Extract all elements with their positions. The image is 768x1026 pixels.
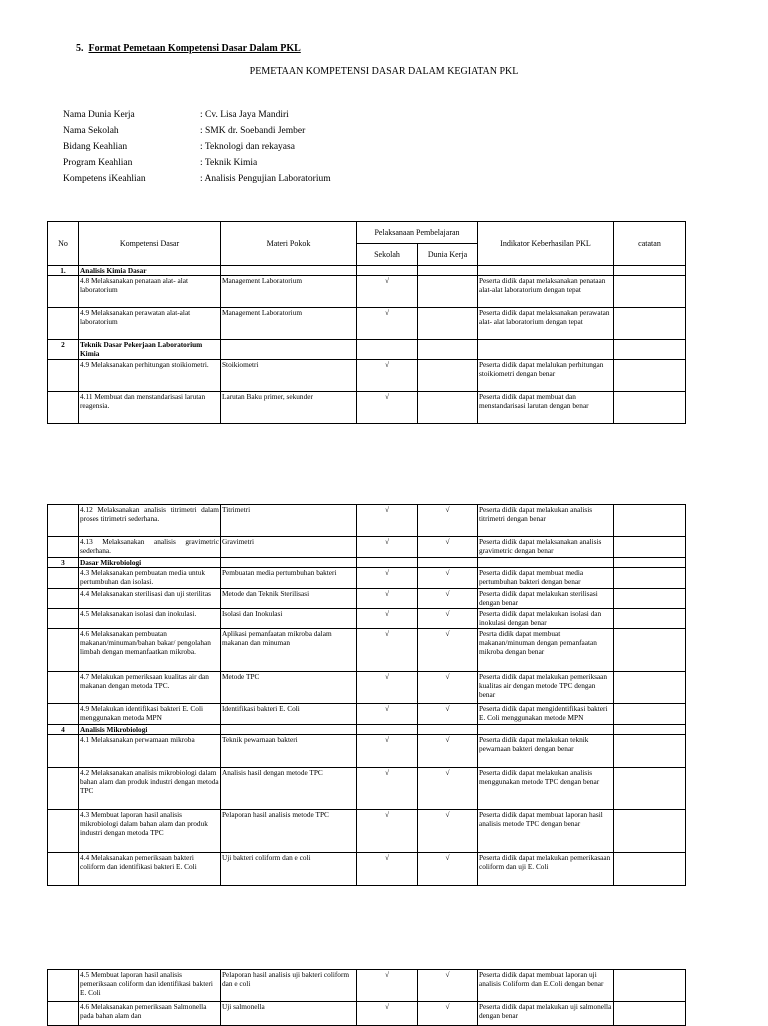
cell-catatan: [614, 340, 686, 360]
cell-dunia-kerja: √: [418, 768, 478, 810]
cell-indikator: Peserta didik dapat membuat dan menstandarisasi larutan dengan benar: [478, 392, 614, 424]
cell-kompetensi-dasar: 4.9 Melakukan identifikasi bakteri E. Coli menggunakan metoda MPN: [79, 704, 221, 725]
cell-dunia-kerja: √: [418, 568, 478, 589]
cell-indikator: Peserta didik dapat melakukan teknik pewarnaan bakteri dengan benar: [478, 735, 614, 768]
cell-kompetensi-dasar: 4.6 Melaksanakan pembuatan makanan/minuman/bahan bakar/ pengolahan limbah dengan memanfaatkan mikroba.: [79, 629, 221, 672]
cell-materi-pokok: Identifikasi bakteri E. Coli: [221, 704, 357, 725]
cell-no: [48, 308, 79, 340]
table-row: [48, 276, 686, 308]
cell-no: [48, 276, 79, 308]
header-kompetensi-dasar: Kompetensi Dasar: [79, 222, 221, 266]
cell-sekolah: √: [357, 970, 418, 1002]
header-sekolah: Sekolah: [357, 244, 418, 266]
info-label: Program Keahlian: [63, 158, 133, 168]
cell-catatan: [614, 704, 686, 725]
cell-dunia-kerja: √: [418, 970, 478, 1002]
cell-kompetensi-dasar: 4.3 Melaksanakan pembuatan media untuk pertumbuhan dan isolasi.: [79, 568, 221, 589]
cell-materi-pokok: Pelaporan hasil analisis uji bakteri coliform dan e coli: [221, 970, 357, 1002]
table-row: [48, 970, 686, 1002]
cell-materi-pokok: Gravimetri: [221, 537, 357, 558]
cell-indikator: Peserta didik dapat melakukan analisis titrimetri dengan benar: [478, 505, 614, 537]
cell-dunia-kerja: √: [418, 1002, 478, 1026]
competency-table-page1: [47, 221, 686, 424]
cell-sekolah: √: [357, 810, 418, 853]
cell-no: [48, 360, 79, 392]
info-label: Kompetens iKeahlian: [63, 174, 146, 184]
cell-catatan: [614, 768, 686, 810]
table-row: [48, 704, 686, 725]
cell-kompetensi-dasar: 4.8 Melaksanakan penataan alat- alat laboratorium: [79, 276, 221, 308]
section-title-cell: Dasar Mikrobiologi: [79, 558, 221, 568]
section-title-cell: Analisis Kimia Dasar: [79, 266, 221, 276]
cell-sekolah: [357, 725, 418, 735]
cell-catatan: [614, 735, 686, 768]
cell-indikator: Peserta didik dapat melaksanakan analisis gravimetric dengan benar: [478, 537, 614, 558]
cell-materi-pokok: Management Laboratorium: [221, 308, 357, 340]
table-row: [48, 360, 686, 392]
competency-table-page3: [47, 969, 686, 1026]
cell-indikator: [478, 266, 614, 276]
cell-sekolah: √: [357, 704, 418, 725]
cell-catatan: [614, 360, 686, 392]
cell-indikator: Peserta didik dapat membuat media pertumbuhan bakteri dengan benar: [478, 568, 614, 589]
cell-catatan: [614, 308, 686, 340]
info-value: : Teknologi dan rekayasa: [200, 142, 295, 152]
cell-indikator: Peserta didik dapat melakukan sterilisasi dengan benar: [478, 589, 614, 609]
cell-no: [48, 505, 79, 537]
cell-dunia-kerja: [418, 308, 478, 340]
cell-sekolah: √: [357, 568, 418, 589]
cell-catatan: [614, 392, 686, 424]
competency-table-page2: [47, 504, 686, 886]
cell-indikator: Peserta didik dapat melaksanakan penataan alat-alat laboratorium dengan tepat: [478, 276, 614, 308]
cell-no: [48, 970, 79, 1002]
cell-materi-pokok: Teknik pewarnaan bakteri: [221, 735, 357, 768]
cell-indikator: Peserta didik dapat melakukan pemerikasaan coliform dan uji E. Coli: [478, 853, 614, 886]
cell-materi-pokok: Titrimetri: [221, 505, 357, 537]
cell-sekolah: √: [357, 505, 418, 537]
cell-sekolah: [357, 558, 418, 568]
cell-sekolah: √: [357, 735, 418, 768]
info-label: Nama Sekolah: [63, 126, 119, 136]
cell-dunia-kerja: √: [418, 589, 478, 609]
cell-dunia-kerja: √: [418, 672, 478, 704]
info-value: : Cv. Lisa Jaya Mandiri: [200, 110, 289, 120]
cell-kompetensi-dasar: 4.2 Melaksanakan analisis mikrobiologi dalam bahan alam dan produk industri dengan metoda TPC: [79, 768, 221, 810]
table-row: [48, 629, 686, 672]
cell-sekolah: √: [357, 768, 418, 810]
section-title: [76, 43, 301, 54]
header-catatan: catatan: [614, 222, 686, 266]
cell-kompetensi-dasar: 4.12 Melaksanakan analisis titrimetri dalam proses titrimetri sederhana.: [79, 505, 221, 537]
section-row: [48, 725, 686, 735]
cell-kompetensi-dasar: 4.5 Melaksanakan isolasi dan inokulasi.: [79, 609, 221, 629]
cell-catatan: [614, 725, 686, 735]
table-row: [48, 853, 686, 886]
table-row: [48, 609, 686, 629]
cell-dunia-kerja: [418, 360, 478, 392]
cell-sekolah: √: [357, 392, 418, 424]
cell-dunia-kerja: [418, 558, 478, 568]
cell-indikator: Peserta didik dapat mengidentifikasi bakteri E. Coli menggunakan metode MPN: [478, 704, 614, 725]
cell-catatan: [614, 505, 686, 537]
cell-no: [48, 392, 79, 424]
header-no: No: [48, 222, 79, 266]
cell-indikator: [478, 558, 614, 568]
cell-catatan: [614, 609, 686, 629]
section-title-cell: Teknik Dasar Pekerjaan Laboratorium Kimia: [79, 340, 221, 360]
cell-dunia-kerja: [418, 725, 478, 735]
cell-no: 3: [48, 558, 79, 568]
cell-kompetensi-dasar: 4.3 Membuat laporan hasil analisis mikrobiologi dalam bahan alam dan produk industri dengan metoda TPC: [79, 810, 221, 853]
cell-catatan: [614, 589, 686, 609]
cell-materi-pokok: Larutan Baku primer, sekunder: [221, 392, 357, 424]
section-number: 5.: [76, 43, 84, 54]
info-value: : Analisis Pengujian Laboratorium: [200, 174, 331, 184]
cell-dunia-kerja: √: [418, 853, 478, 886]
cell-materi-pokok: [221, 340, 357, 360]
cell-sekolah: √: [357, 360, 418, 392]
cell-sekolah: √: [357, 308, 418, 340]
cell-sekolah: √: [357, 629, 418, 672]
cell-dunia-kerja: √: [418, 537, 478, 558]
cell-kompetensi-dasar: 4.1 Melaksanakan perwamaan mikroba: [79, 735, 221, 768]
cell-materi-pokok: Isolasi dan Inokulasi: [221, 609, 357, 629]
cell-catatan: [614, 810, 686, 853]
cell-no: [48, 768, 79, 810]
cell-kompetensi-dasar: 4.11 Membuat dan menstandarisasi larutan reagensia.: [79, 392, 221, 424]
cell-no: [48, 810, 79, 853]
cell-no: 1.: [48, 266, 79, 276]
cell-indikator: Peserta didik dapat melalukan perhitungan stoikiometri dengan benar: [478, 360, 614, 392]
info-label: Nama Dunia Kerja: [63, 110, 135, 120]
table-row: [48, 505, 686, 537]
cell-kompetensi-dasar: 4.9 Melaksanakan perhitungan stoikiometri.: [79, 360, 221, 392]
cell-no: [48, 853, 79, 886]
cell-kompetensi-dasar: 4.7 Melakukan pemeriksaan kualitas air dan makanan dengan metoda TPC.: [79, 672, 221, 704]
cell-sekolah: √: [357, 537, 418, 558]
cell-materi-pokok: Analisis hasil dengan metode TPC: [221, 768, 357, 810]
table-row: [48, 568, 686, 589]
cell-no: [48, 629, 79, 672]
table-row: [48, 308, 686, 340]
cell-indikator: [478, 340, 614, 360]
cell-catatan: [614, 853, 686, 886]
section-row: [48, 266, 686, 276]
cell-indikator: Pesrta didik dapat membuat makanan/minuman dengan pemanfaatan mikroba dengan benar: [478, 629, 614, 672]
table-row: [48, 672, 686, 704]
cell-no: [48, 672, 79, 704]
cell-dunia-kerja: √: [418, 735, 478, 768]
cell-indikator: Peserta didik dapat membuat laporan uji analisis Coliform dan E.Coli dengan benar: [478, 970, 614, 1002]
cell-sekolah: [357, 266, 418, 276]
cell-materi-pokok: Uji bakteri coliform dan e coli: [221, 853, 357, 886]
cell-indikator: Peserta didik dapat melaksanakan perawatan alat- alat laboratorium dengan tepat: [478, 308, 614, 340]
cell-indikator: Peserta didik dapat melakukan analisis menggunakan metode TPC dengan benar: [478, 768, 614, 810]
main-title: PEMETAAN KOMPETENSI DASAR DALAM KEGIATAN PKL: [249, 66, 519, 77]
cell-materi-pokok: [221, 266, 357, 276]
section-title-cell: Analisis Mikrobiologi: [79, 725, 221, 735]
header-dunia-kerja: Dunia Kerja: [418, 244, 478, 266]
cell-no: 2: [48, 340, 79, 360]
cell-materi-pokok: Metode TPC: [221, 672, 357, 704]
cell-sekolah: √: [357, 609, 418, 629]
cell-dunia-kerja: [418, 392, 478, 424]
cell-sekolah: √: [357, 1002, 418, 1026]
cell-dunia-kerja: √: [418, 704, 478, 725]
cell-dunia-kerja: [418, 276, 478, 308]
cell-dunia-kerja: √: [418, 810, 478, 853]
cell-indikator: Peserta didik dapat membuat laporan hasil analisis metode TPC dengan benar: [478, 810, 614, 853]
table-row: [48, 810, 686, 853]
cell-dunia-kerja: √: [418, 609, 478, 629]
cell-no: 4: [48, 725, 79, 735]
cell-materi-pokok: Management Laboratorium: [221, 276, 357, 308]
cell-kompetensi-dasar: 4.4 Melaksanakan pemeriksaan bakteri coliform dan identifikasi bakteri E. Coli: [79, 853, 221, 886]
table-row: [48, 392, 686, 424]
cell-kompetensi-dasar: 4.13 Melaksanakan analisis gravimetric sederhana.: [79, 537, 221, 558]
header-pelaksanaan: Pelaksanaan Pembelajaran: [357, 222, 478, 244]
section-row: [48, 558, 686, 568]
cell-kompetensi-dasar: 4.5 Membuat laporan hasil analisis pemeriksaan coliform dan identifikasi bakteri E. Coli: [79, 970, 221, 1002]
cell-materi-pokok: Stoikiometri: [221, 360, 357, 392]
cell-no: [48, 1002, 79, 1026]
cell-materi-pokok: Pelaporan hasil analisis metode TPC: [221, 810, 357, 853]
cell-catatan: [614, 672, 686, 704]
section-title-text: Format Pemetaan Kompetensi Dasar Dalam PKL: [88, 43, 301, 54]
cell-catatan: [614, 970, 686, 1002]
header-materi-pokok: Materi Pokok: [221, 222, 357, 266]
cell-dunia-kerja: √: [418, 505, 478, 537]
cell-no: [48, 568, 79, 589]
cell-materi-pokok: [221, 725, 357, 735]
cell-catatan: [614, 568, 686, 589]
cell-dunia-kerja: √: [418, 629, 478, 672]
cell-catatan: [614, 276, 686, 308]
cell-sekolah: [357, 340, 418, 360]
cell-sekolah: √: [357, 589, 418, 609]
cell-catatan: [614, 1002, 686, 1026]
cell-no: [48, 735, 79, 768]
cell-materi-pokok: [221, 558, 357, 568]
cell-kompetensi-dasar: 4.9 Melaksanakan perawatan alat-alat laboratorium: [79, 308, 221, 340]
cell-sekolah: √: [357, 853, 418, 886]
cell-materi-pokok: Aplikasi pemanfaatan mikroba dalam makanan dan minuman: [221, 629, 357, 672]
cell-materi-pokok: Pembuatan media pertumbuhan bakteri: [221, 568, 357, 589]
cell-kompetensi-dasar: 4.6 Melaksanakan pemeriksaan Salmonella pada bahan alam dan: [79, 1002, 221, 1026]
table-row: [48, 537, 686, 558]
cell-dunia-kerja: [418, 266, 478, 276]
section-row: [48, 340, 686, 360]
cell-catatan: [614, 266, 686, 276]
cell-sekolah: √: [357, 276, 418, 308]
cell-no: [48, 704, 79, 725]
cell-catatan: [614, 537, 686, 558]
info-label: Bidang Keahlian: [63, 142, 128, 152]
cell-no: [48, 589, 79, 609]
cell-catatan: [614, 558, 686, 568]
cell-indikator: Peserta didik dapat melakukan pemeriksaan kualitas air dengan metode TPC dengan benar: [478, 672, 614, 704]
table-row: [48, 735, 686, 768]
cell-materi-pokok: Uji salmonella: [221, 1002, 357, 1026]
cell-kompetensi-dasar: 4.4 Melaksanakan sterilisasi dan uji sterilitas: [79, 589, 221, 609]
info-value: : Teknik Kimia: [200, 158, 258, 168]
cell-no: [48, 537, 79, 558]
cell-sekolah: √: [357, 672, 418, 704]
table-row: [48, 1002, 686, 1026]
cell-indikator: Peserta didik dapat melakukan isolasi dan inokulasi dengan benar: [478, 609, 614, 629]
cell-no: [48, 609, 79, 629]
cell-indikator: [478, 725, 614, 735]
cell-catatan: [614, 629, 686, 672]
cell-indikator: Peserta didik dapat melakukan uji salmonella dengan benar: [478, 1002, 614, 1026]
cell-materi-pokok: Metode dan Teknik Sterilisasi: [221, 589, 357, 609]
table-row: [48, 768, 686, 810]
info-value: : SMK dr. Soebandi Jember: [200, 126, 306, 136]
cell-dunia-kerja: [418, 340, 478, 360]
header-indikator: Indikator Keberhasilan PKL: [478, 222, 614, 266]
table-row: [48, 589, 686, 609]
